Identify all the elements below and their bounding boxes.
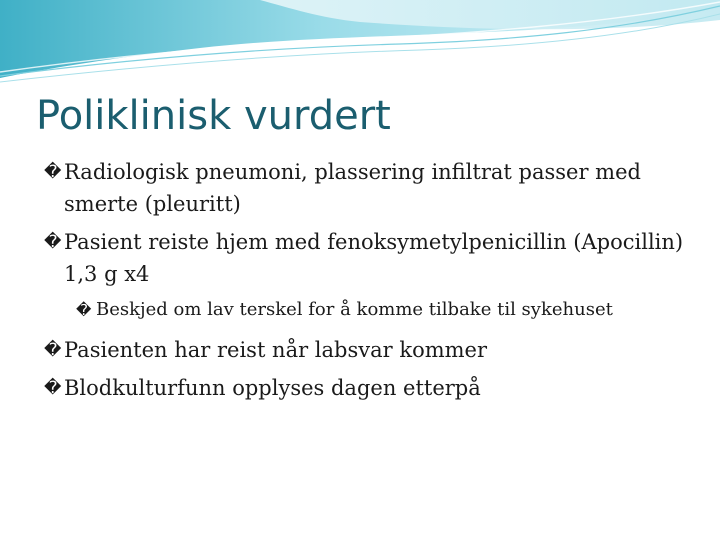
header-wave-decoration (0, 0, 720, 90)
bullet-icon: � (44, 162, 62, 182)
bullet-icon: � (44, 232, 62, 252)
bullet-icon: � (44, 340, 62, 360)
list-item (44, 334, 704, 366)
list-item (44, 226, 704, 290)
list-item-text: Pasient reiste hjem med fenoksymetylpenicillin (Apocillin) 1,3 g x4 (64, 230, 684, 286)
slide-title: Poliklinisk vurdert (36, 93, 391, 139)
list-subitem (76, 296, 704, 324)
list-item (44, 156, 704, 220)
list-item-text: Radiologisk pneumoni, plassering infiltrat passer med smerte (pleuritt) (64, 160, 641, 216)
list-item (44, 372, 704, 404)
list-item-text: Blodkulturfunn opplyses dagen etterpå (64, 376, 481, 400)
bullet-list (44, 156, 704, 410)
list-item-text: Beskjed om lav terskel for å komme tilbake til sykehuset (96, 299, 613, 320)
bullet-icon: � (76, 301, 92, 319)
list-item-text: Pasienten har reist når labsvar kommer (64, 338, 488, 362)
bullet-icon: � (44, 378, 62, 398)
